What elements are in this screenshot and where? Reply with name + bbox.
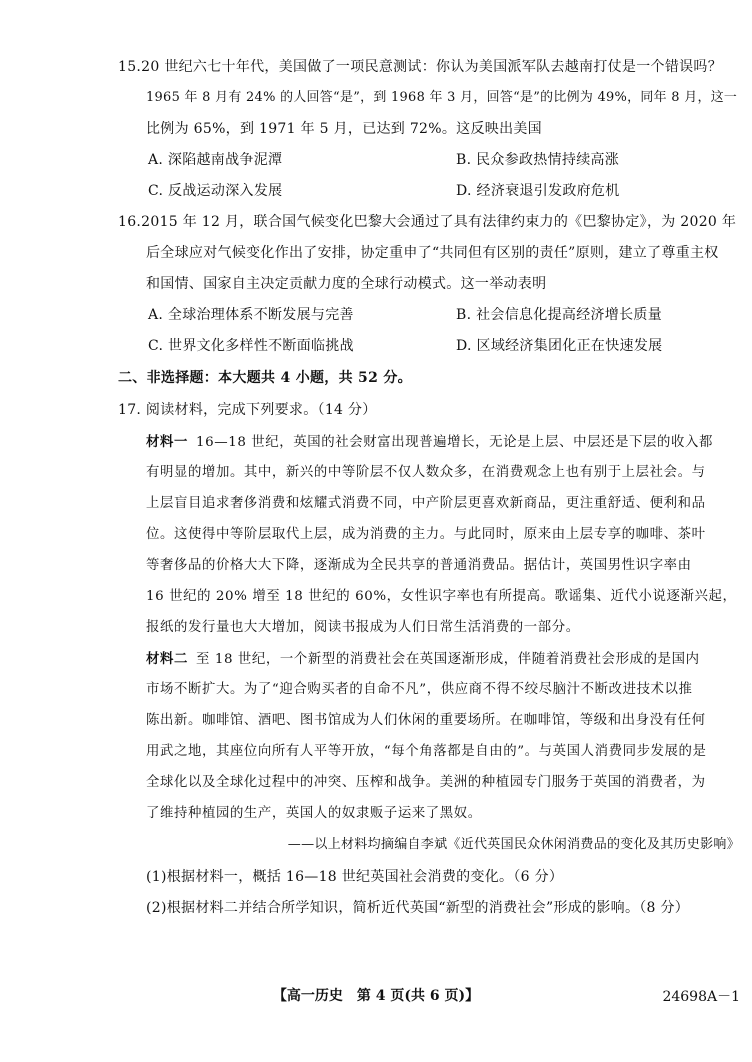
q17-subquestion-1: (1)根据材料一，概括 16—18 世纪英国社会消费的变化。（6 分） <box>146 869 564 885</box>
material1-line-7: 报纸的发行量也大大增加，阅读书报成为人们日常生活消费的一部分。 <box>146 620 580 635</box>
material1-line-1: 材料一 16—18 世纪，英国的社会财富出现普遍增长，无论是上层、中层还是下层的收入都 <box>146 434 713 450</box>
q15-option-b: B. 民众参政热情持续高涨 <box>456 152 620 168</box>
q15-line-3: 比例为 65%，到 1971 年 5 月，已达到 72%。这反映出美国 <box>146 121 542 137</box>
material1-line-3: 上层盲目追求奢侈消费和炫耀式消费不同，中产阶层更喜欢新商品，更注重舒适、便利和品 <box>146 496 706 511</box>
q16-option-b: B. 社会信息化提高经济增长质量 <box>456 307 662 323</box>
q16-line-1: 16.2015 年 12 月，联合国气候变化巴黎大会通过了具有法律约束力的《巴黎协定》，为 2020 年 <box>118 214 737 230</box>
q16-line-2: 后全球应对气候变化作出了安排，协定重申了“共同但有区别的责任”原则，建立了尊重主权 <box>146 245 719 261</box>
material1-line-5: 等奢侈品的价格大大下降，逐渐成为全民共享的普通消费品。据估计，英国男性识字率由 <box>146 558 692 573</box>
page-footer-title: 【高一历史 第 4 页(共 6 页)】 <box>272 988 480 1004</box>
material1-line-4: 位。这使得中等阶层取代上层，成为消费的主力。与此同时，原来由上层专享的咖啡、茶叶 <box>146 527 706 542</box>
q15-line-2: 1965 年 8 月有 24% 的人回答“是”，到 1968 年 3 月，回答“是”的比例为 49%，同年 8 月，这一 <box>146 90 738 105</box>
q15-option-a: A. 深陷越南战争泥潭 <box>148 152 283 168</box>
material1-label: 材料一 <box>146 434 188 450</box>
q17-intro: 17. 阅读材料，完成下列要求。（14 分） <box>118 402 377 418</box>
material1-line-2: 有明显的增加。其中，新兴的中等阶层不仅人数众多，在消费观念上也有别于上层社会。与 <box>146 465 706 480</box>
material2-line-4: 用武之地，其座位向所有人平等开放，“每个角落都是自由的”。与英国人消费同步发展的是 <box>146 744 707 759</box>
q15-option-c: C. 反战运动深入发展 <box>148 183 283 199</box>
material2-line-6: 了维持种植园的生产，英国人的奴隶贩子运来了黑奴。 <box>146 806 482 821</box>
q15-line-1: 15.20 世纪六七十年代，美国做了一项民意测试：你认为美国派军队去越南打仗是一个错误吗？ <box>118 59 723 75</box>
material2-line-5: 全球化以及全球化过程中的冲突、压榨和战争。美洲的种植园专门服务于英国的消费者，为 <box>146 775 706 790</box>
material-source: ——以上材料均摘编自李斌《近代英国民众休闲消费品的变化及其历史影响》 <box>287 837 740 852</box>
q15-option-d: D. 经济衰退引发政府危机 <box>456 183 620 199</box>
material2-line-1: 材料二 至 18 世纪，一个新型的消费社会在英国逐渐形成，伴随着消费社会形成的是国内 <box>146 651 700 667</box>
material1-line-6: 16 世纪的 20% 增至 18 世纪的 60%，女性识字率也有所提高。歌谣集、近代小说逐渐兴起， <box>146 589 737 604</box>
q16-line-3: 和国情、国家自主决定贡献力度的全球行动模式。这一举动表明 <box>146 276 547 292</box>
section-heading: 二、非选择题：本大题共 4 小题，共 52 分。 <box>118 370 412 386</box>
q17-subquestion-2: (2)根据材料二并结合所学知识，简析近代英国“新型的消费社会”形成的影响。（8 分） <box>146 900 690 916</box>
q16-option-d: D. 区域经济集团化正在快速发展 <box>456 338 663 354</box>
exam-code: 24698A－1 <box>662 989 740 1005</box>
q16-option-c: C. 世界文化多样性不断面临挑战 <box>148 338 354 354</box>
material2-line-2: 市场不断扩大。为了“迎合购买者的自命不凡”，供应商不得不绞尽脑汁不断改进技术以推 <box>146 682 693 697</box>
material2-label: 材料二 <box>146 651 188 667</box>
material2-line-3: 陈出新。咖啡馆、酒吧、图书馆成为人们休闲的重要场所。在咖啡馆，等级和出身没有任何 <box>146 713 706 728</box>
q16-option-a: A. 全球治理体系不断发展与完善 <box>148 307 354 323</box>
